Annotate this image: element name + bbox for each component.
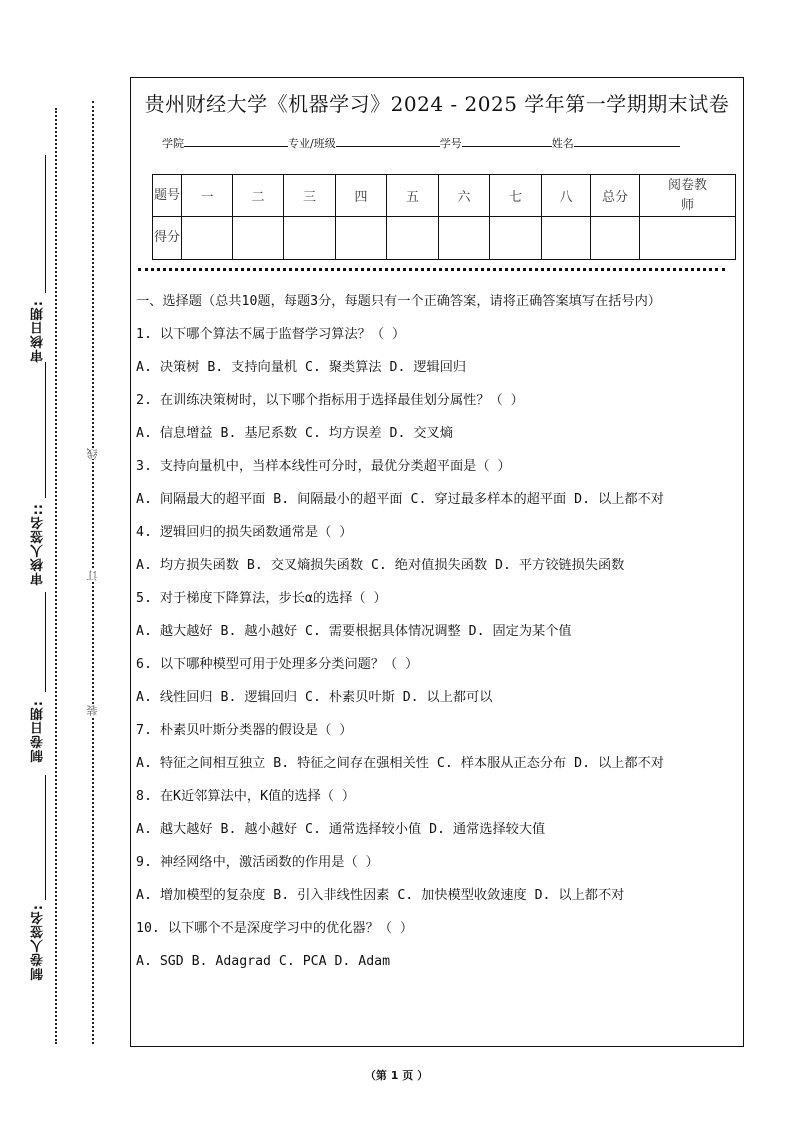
major-class-label: 专业/班级 <box>288 137 336 150</box>
binding-dotted-line-outer <box>55 108 57 1044</box>
question-7-options: A. 特征之间相互独立 B. 特征之间存在强相关性 C. 样本服从正态分布 D. 以上都不对 <box>136 756 664 771</box>
col-header-grader: 阅卷教师 <box>640 175 736 217</box>
col-header-8: 八 <box>542 175 591 217</box>
score-cell-3[interactable] <box>284 217 336 260</box>
col-header-2: 二 <box>233 175 284 217</box>
student-info-line <box>162 134 680 151</box>
question-number: 3. <box>136 459 152 474</box>
question-number: 4. <box>136 525 152 540</box>
question-number-row <box>153 175 736 217</box>
question-6 <box>136 653 739 676</box>
question-number: 6. <box>136 657 152 672</box>
question-4 <box>136 521 739 544</box>
col-header-5: 五 <box>387 175 439 217</box>
question-text: 在训练决策树时，以下哪个指标用于选择最佳划分属性？（ ） <box>159 393 524 408</box>
dotted-separator <box>138 268 725 271</box>
question-9-options: A. 增加模型的复杂度 B. 引入非线性因素 C. 加快模型收敛速度 D. 以上都不对 <box>136 888 625 903</box>
score-cell-5[interactable] <box>387 217 439 260</box>
question-1 <box>136 323 739 346</box>
section-heading: 一、选择题（总共10题，每题3分，每题只有一个正确答案，请将正确答案填写在括号内） <box>136 294 661 309</box>
question-number: 5. <box>136 591 152 606</box>
question-text: 以下哪个算法不属于监督学习算法？（ ） <box>159 327 406 342</box>
major-class-field[interactable] <box>336 134 440 147</box>
multiple-choice-section <box>136 290 739 973</box>
question-number: 10. <box>136 921 160 936</box>
signature-underline <box>45 592 46 692</box>
college-field[interactable] <box>184 134 288 147</box>
page-number: （第 1 页 ） <box>364 1069 429 1082</box>
score-cell-1[interactable] <box>182 217 233 260</box>
question-9 <box>136 851 739 874</box>
question-10 <box>136 917 739 940</box>
exam-title: 贵州财经大学《机器学习》2024 - 2025 学年第一学期期末试卷 <box>144 92 730 116</box>
signature-underline <box>45 775 46 900</box>
question-6-options: A. 线性回归 B. 逻辑回归 C. 朴素贝叶斯 D. 以上都可以 <box>136 690 493 705</box>
question-3 <box>136 455 739 478</box>
student-id-label: 学号 <box>439 137 462 150</box>
signature-underline <box>45 155 46 293</box>
score-cell-7[interactable] <box>490 217 542 260</box>
question-4-options: A. 均方损失函数 B. 交叉熵损失函数 C. 绝对值损失函数 D. 平方铰链损失函数 <box>136 558 625 573</box>
score-cell-grader[interactable] <box>640 217 736 260</box>
signature-underline <box>45 362 46 498</box>
score-row <box>153 217 736 260</box>
college-label: 学院 <box>162 137 184 150</box>
col-header-7: 七 <box>490 175 542 217</box>
row-header-score: 得分 <box>153 217 182 260</box>
question-number: 9. <box>136 855 152 870</box>
reviewer-signature-label: 审核人签名:: <box>31 503 46 586</box>
exam-paper-frame <box>130 77 744 1047</box>
question-number: 2. <box>136 393 152 408</box>
question-text: 对于梯度下降算法，步长α的选择（ ） <box>159 591 387 606</box>
score-cell-4[interactable] <box>336 217 387 260</box>
student-id-field[interactable] <box>462 134 552 147</box>
question-2-options: A. 信息增益 B. 基尼系数 C. 均方误差 D. 交叉熵 <box>136 426 453 441</box>
name-field[interactable] <box>574 134 680 147</box>
question-10-options: A. SGD B. Adagrad C. PCA D. Adam <box>136 954 391 969</box>
row-header-question-number: 题号 <box>153 175 182 217</box>
bind-char-bind: 装 <box>86 705 99 716</box>
col-header-1: 一 <box>182 175 233 217</box>
score-cell-6[interactable] <box>439 217 490 260</box>
question-8-options: A. 越大越好 B. 越小越好 C. 通常选择较小值 D. 通常选择较大值 <box>136 822 546 837</box>
col-header-6: 六 <box>439 175 490 217</box>
question-2 <box>136 389 739 412</box>
question-5-options: A. 越大越好 B. 越小越好 C. 需要根据具体情况调整 D. 固定为某个值 <box>136 624 572 639</box>
question-text: 朴素贝叶斯分类器的假设是（ ） <box>159 723 353 738</box>
bind-char-line: 线 <box>86 448 99 459</box>
question-8 <box>136 785 739 808</box>
review-date-label: 审核日期: <box>31 300 46 363</box>
score-cell-total[interactable] <box>591 217 640 260</box>
question-text: 逻辑回归的损失函数通常是（ ） <box>159 525 353 540</box>
creator-signature-label: 制卷人签名: <box>31 904 46 981</box>
question-number: 7. <box>136 723 152 738</box>
question-text: 神经网络中，激活函数的作用是（ ） <box>159 855 379 870</box>
question-text: 支持向量机中，当样本线性可分时，最优分类超平面是（ ） <box>159 459 511 474</box>
creation-date-label: 制卷日期: <box>31 700 46 763</box>
question-5 <box>136 587 739 610</box>
col-header-4: 四 <box>336 175 387 217</box>
bind-char-staple: 订 <box>86 570 99 581</box>
question-3-options: A. 间隔最大的超平面 B. 间隔最小的超平面 C. 穿过最多样本的超平面 D. 以上都不对 <box>136 492 664 507</box>
question-text: 以下哪种模型可用于处理多分类问题？（ ） <box>159 657 419 672</box>
name-label: 姓名 <box>551 137 574 150</box>
question-number: 8. <box>136 789 152 804</box>
score-cell-8[interactable] <box>542 217 591 260</box>
col-header-total: 总分 <box>591 175 640 217</box>
score-table <box>152 174 736 260</box>
question-text: 在K近邻算法中，K值的选择（ ） <box>159 789 356 804</box>
question-text: 以下哪个不是深度学习中的优化器？（ ） <box>167 921 414 936</box>
question-number: 1. <box>136 327 152 342</box>
col-header-3: 三 <box>284 175 336 217</box>
score-cell-2[interactable] <box>233 217 284 260</box>
question-1-options: A. 决策树 B. 支持向量机 C. 聚类算法 D. 逻辑回归 <box>136 360 467 375</box>
question-7 <box>136 719 739 742</box>
